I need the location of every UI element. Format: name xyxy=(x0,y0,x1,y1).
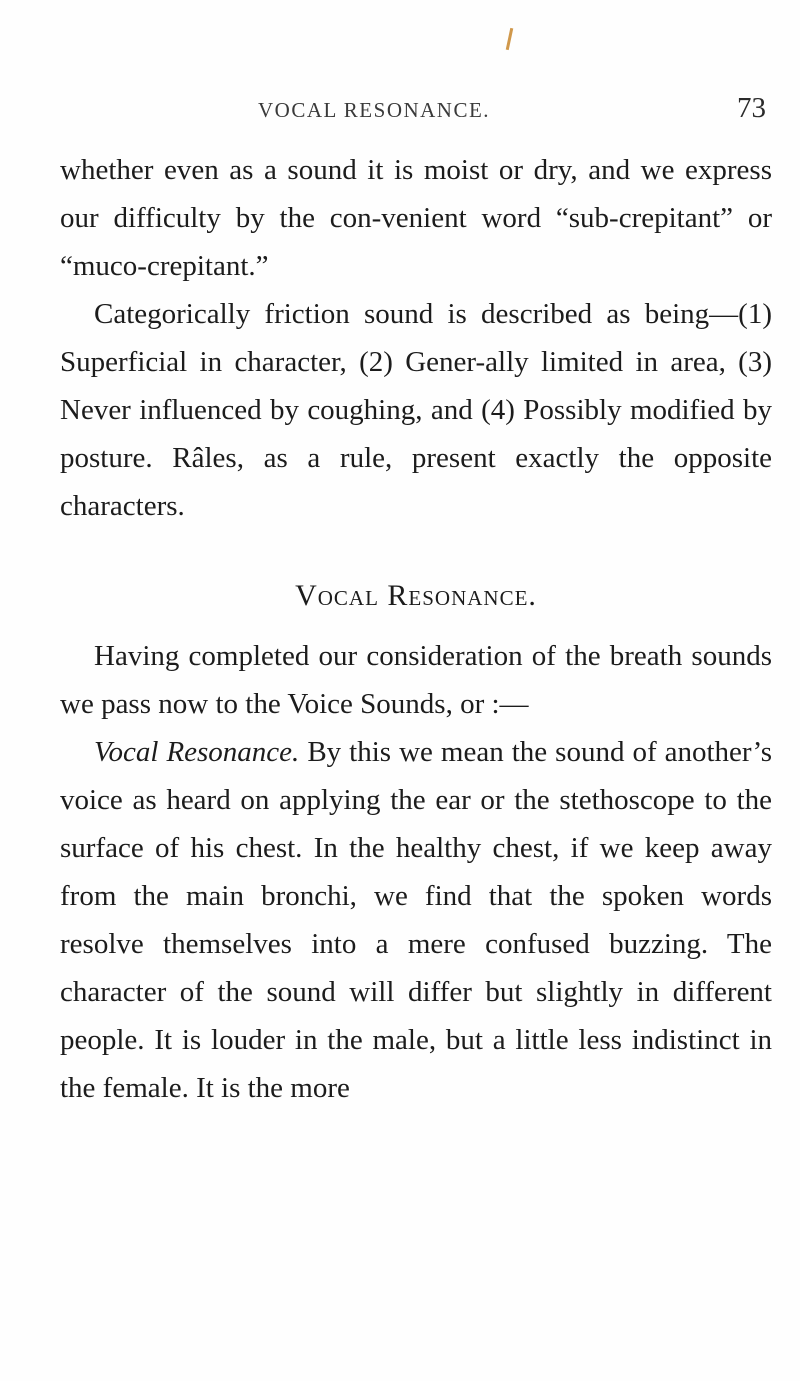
running-header-title: VOCAL RESONANCE. xyxy=(258,98,491,122)
margin-pencil-mark xyxy=(506,28,514,50)
paragraph-voice-sounds: Having completed our consideration of the breath sounds we pass now to the Voice Sounds, or :— xyxy=(60,640,772,720)
definition-text: By this we mean the sound of another’s voice as heard on applying the ear or the stethoscope to the surface of his chest. In the healthy chest, if we keep away from the main bronchi, we find that the spoken words resolve themselves into a mere confused buzzing. The character of the sound will differ but slightly in different people. It is louder in the male, but a little less indistinct in the female. It is the more xyxy=(60,736,773,1104)
paragraph-vocal-resonance xyxy=(60,728,772,1112)
paragraph-friction-sound: Categorically friction sound is described as being—(1) Superficial in character, (2) Gener-ally limited in area, (3) Never influenced by coughing, and (4) Possibly modified by posture. Râles, as a rule, present exactly the opposite characters. xyxy=(60,298,772,522)
paragraph-continuation: whether even as a sound it is moist or dry, and we express our difficulty by the con-venient word “sub-crepitant” or “muco-crepitant.” xyxy=(60,154,772,282)
body-text xyxy=(60,146,772,1112)
section-heading: Vocal Resonance. xyxy=(295,579,537,612)
page-number: 73 xyxy=(737,92,766,124)
defined-term: Vocal Resonance. xyxy=(94,736,300,768)
